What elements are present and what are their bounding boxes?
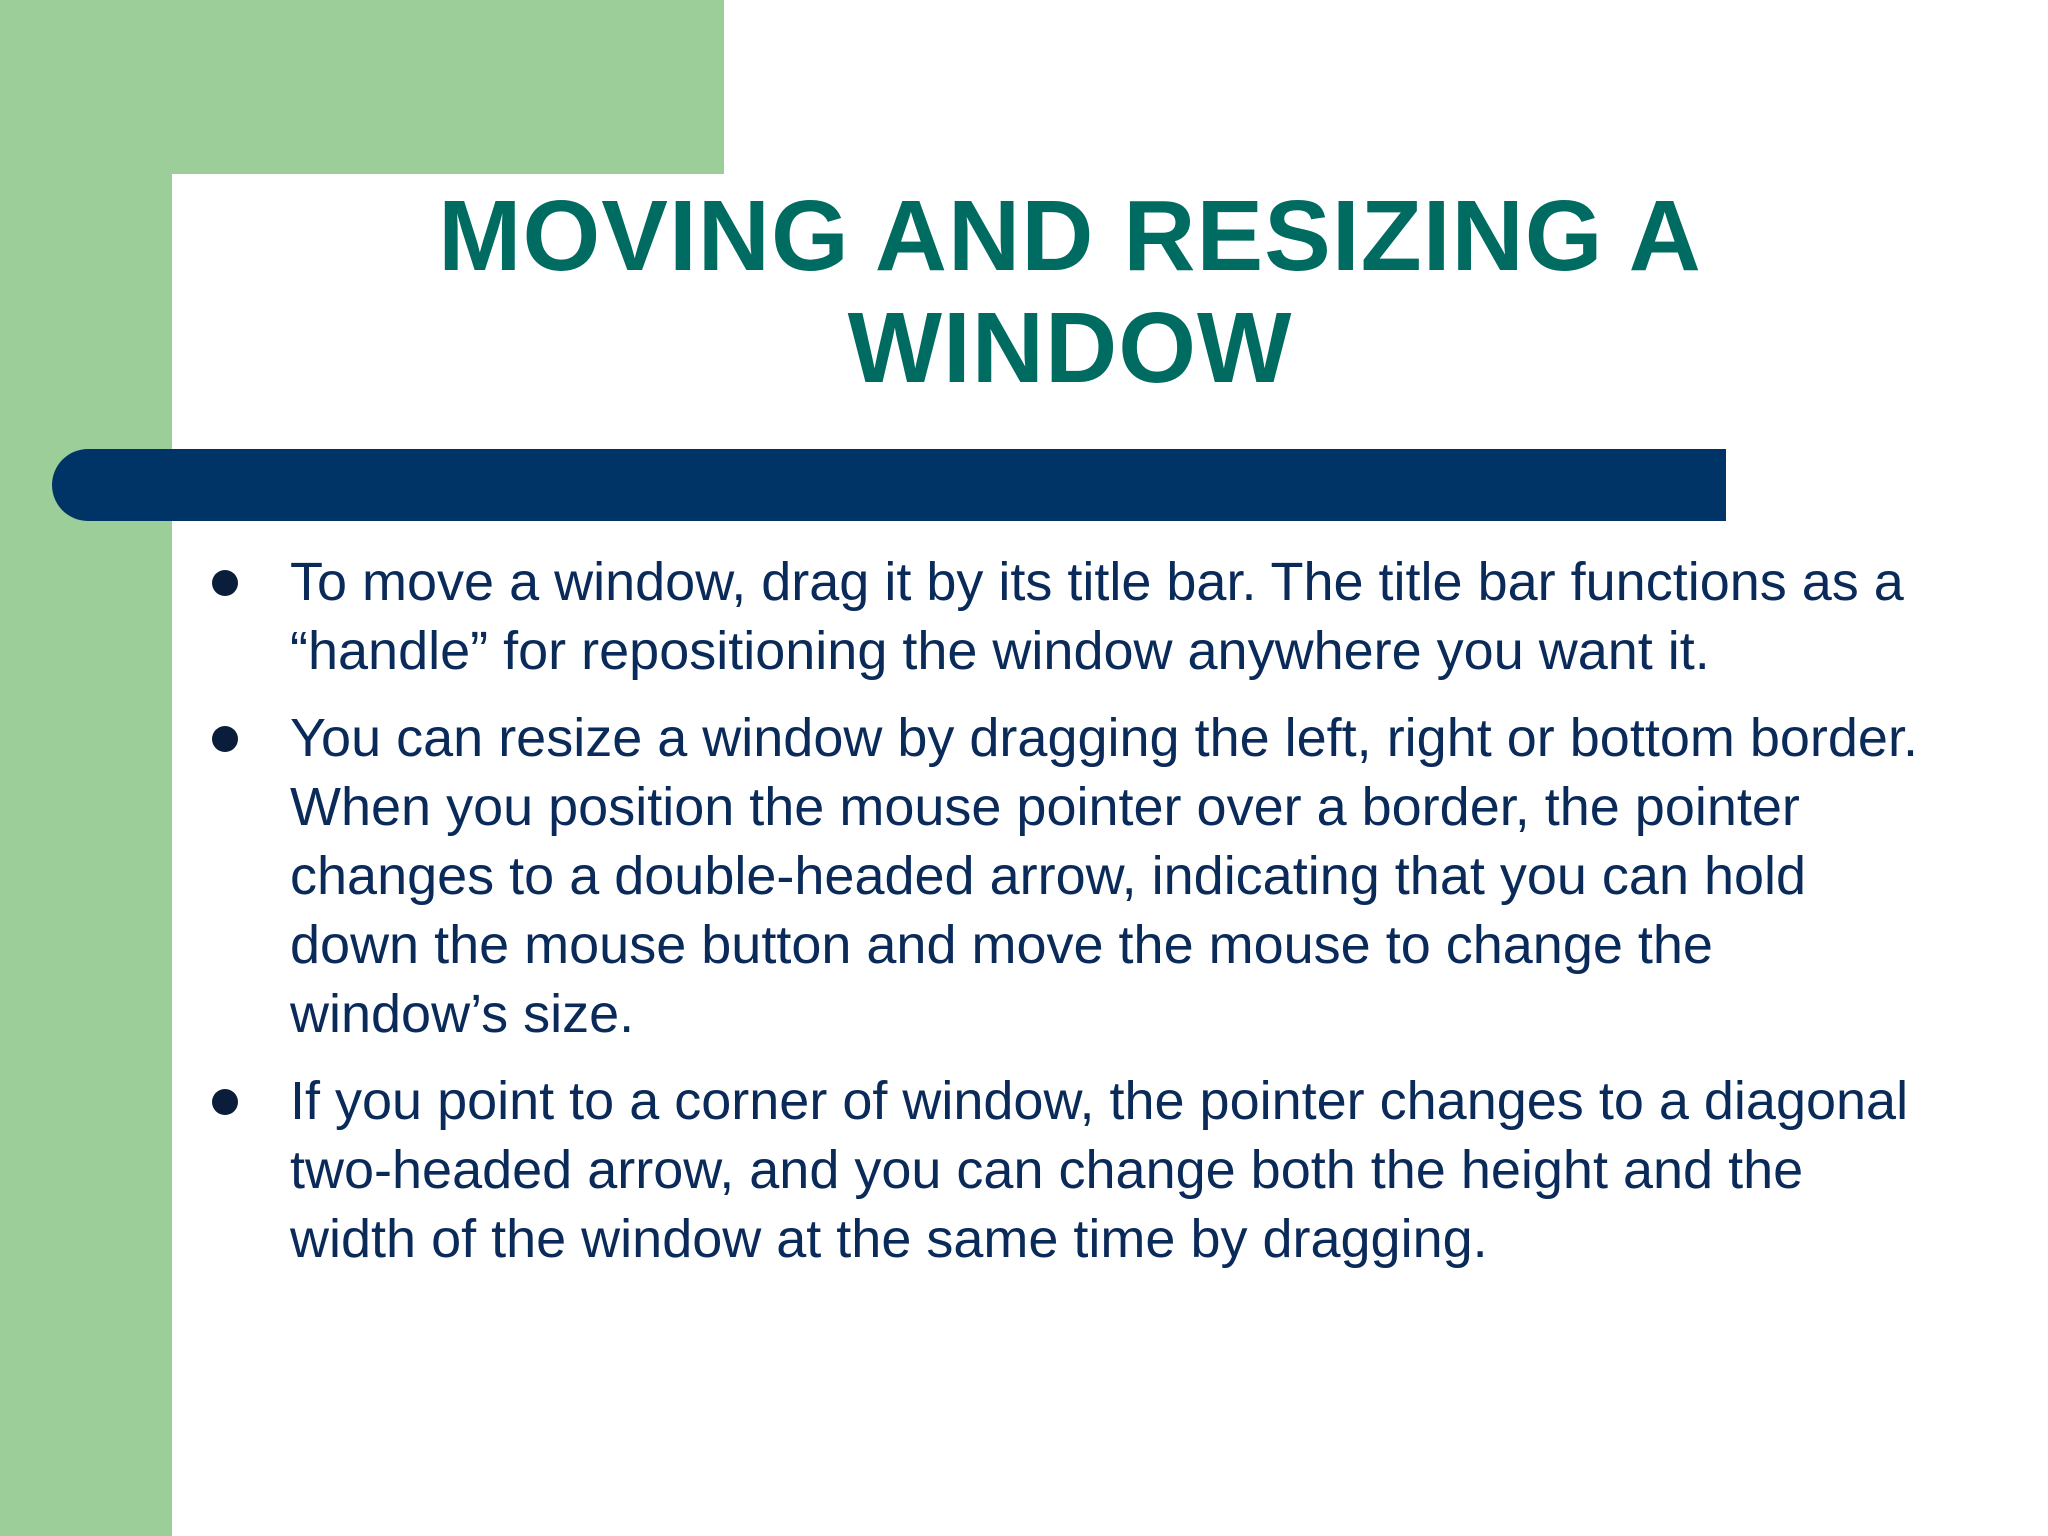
bullet-dot-icon <box>212 1089 238 1115</box>
slide-title-line-2: WINDOW <box>847 292 1293 404</box>
bullet-text: If you point to a corner of window, the pointer changes to a diagonal two-headed arrow, and you can change both the height and the width of the window at the same time by dragging. <box>290 1071 1909 1269</box>
bullet-item-move-window <box>290 548 1930 686</box>
bullet-text: You can resize a window by dragging the left, right or bottom border. When you position the mouse pointer over a border, the pointer changes to a double-headed arrow, indicating that you can hold down the mouse button and move the mouse to change the window’s size. <box>290 708 1918 1044</box>
slide-title-line-1: MOVING AND RESIZING A <box>438 180 1702 292</box>
title-divider-bar <box>52 449 1726 521</box>
decorative-green-strip <box>0 0 172 1536</box>
bullet-item-resize-border <box>290 704 1930 1049</box>
bullet-list <box>290 548 1930 1292</box>
bullet-dot-icon <box>212 726 238 752</box>
slide-title <box>240 180 1900 404</box>
bullet-dot-icon <box>212 570 238 596</box>
bullet-text: To move a window, drag it by its title bar. The title bar functions as a “handle” for repositioning the window anywhere you want it. <box>290 552 1904 681</box>
bullet-item-resize-corner <box>290 1067 1930 1274</box>
